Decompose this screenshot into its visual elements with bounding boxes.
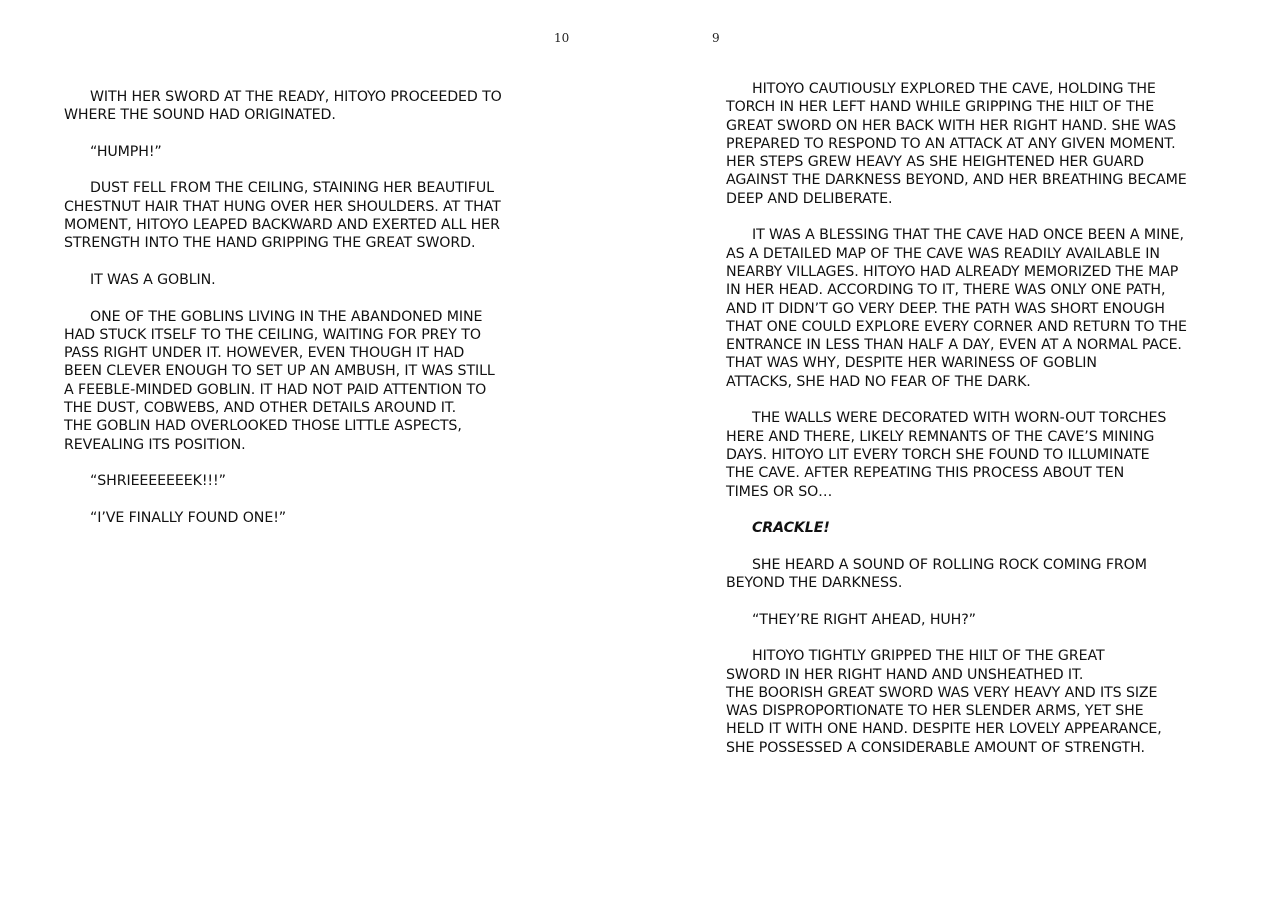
text-line: “I’VE FINALLY FOUND ONE!” — [90, 509, 287, 526]
paragraph — [64, 179, 552, 252]
paragraph — [726, 556, 1236, 593]
text-line: HAD STUCK ITSELF TO THE CEILING, WAITING FOR PREY TO — [64, 326, 481, 343]
text-line: TORCH IN HER LEFT HAND WHILE GRIPPING THE HILT OF THE — [726, 99, 1155, 116]
text-line: WAS DISPROPORTIONATE TO HER SLENDER ARMS, YET SHE — [726, 703, 1144, 720]
text-line: PASS RIGHT UNDER IT. HOWEVER, EVEN THOUGH IT HAD — [64, 345, 465, 362]
paragraph — [726, 409, 1236, 500]
text-line: “THEY’RE RIGHT AHEAD, HUH?” — [752, 611, 976, 628]
text-line: THAT WAS WHY, DESPITE HER WARINESS OF GOBLIN — [726, 355, 1097, 372]
text-line: STRENGTH INTO THE HAND GRIPPING THE GREAT SWORD. — [64, 235, 476, 252]
text-line: ONE OF THE GOBLINS LIVING IN THE ABANDONED MINE — [90, 308, 483, 325]
text-line: NEARBY VILLAGES. HITOYO HAD ALREADY MEMORIZED THE MAP — [726, 263, 1179, 280]
paragraph — [726, 226, 1236, 391]
text-line: THE CAVE. AFTER REPEATING THIS PROCESS ABOUT TEN — [726, 465, 1125, 482]
text-line: HELD IT WITH ONE HAND. DESPITE HER LOVELY APPEARANCE, — [726, 721, 1162, 738]
text-line: REVEALING ITS POSITION. — [64, 436, 246, 453]
paragraph — [726, 519, 1236, 537]
text-line: A FEEBLE-MINDED GOBLIN. IT HAD NOT PAID ATTENTION TO — [64, 381, 487, 398]
paragraph — [64, 472, 552, 490]
text-line: IT WAS A GOBLIN. — [90, 271, 216, 288]
text-line: AND IT DIDN’T GO VERY DEEP. THE PATH WAS SHORT ENOUGH — [726, 300, 1165, 317]
text-line: DUST FELL FROM THE CEILING, STAINING HER BEAUTIFUL — [90, 180, 494, 197]
text-line: MOMENT, HITOYO LEAPED BACKWARD AND EXERTED ALL HER — [64, 217, 500, 234]
paragraph — [726, 80, 1236, 208]
paragraph — [726, 611, 1236, 629]
text-line: WITH HER SWORD AT THE READY, HITOYO PROCEEDED TO — [90, 89, 502, 105]
paragraph — [64, 308, 552, 454]
text-line: AS A DETAILED MAP OF THE CAVE WAS READILY AVAILABLE IN — [726, 245, 1160, 262]
text-line: TIMES OR SO… — [726, 483, 833, 500]
text-line: THE GOBLIN HAD OVERLOOKED THOSE LITTLE ASPECTS, — [64, 418, 462, 435]
text-line: IT WAS A BLESSING THAT THE CAVE HAD ONCE BEEN A MINE, — [752, 227, 1184, 244]
paragraph — [64, 88, 552, 125]
text-line: SWORD IN HER RIGHT HAND AND UNSHEATHED IT. — [726, 666, 1084, 683]
text-line: GREAT SWORD ON HER BACK WITH HER RIGHT HAND. SHE WAS — [726, 117, 1177, 134]
text-line: DEEP AND DELIBERATE. — [726, 190, 893, 207]
text-line: THAT ONE COULD EXPLORE EVERY CORNER AND RETURN TO THE — [726, 318, 1187, 335]
text-line: WHERE THE SOUND HAD ORIGINATED. — [64, 107, 336, 124]
text-line: BEEN CLEVER ENOUGH TO SET UP AN AMBUSH, IT WAS STILL — [64, 363, 495, 380]
right-page-text — [726, 80, 1236, 775]
left-page-text — [64, 88, 552, 545]
text-line: CHESTNUT HAIR THAT HUNG OVER HER SHOULDERS. AT THAT — [64, 198, 501, 215]
paragraph — [64, 271, 552, 289]
text-line: BEYOND THE DARKNESS. — [726, 575, 903, 592]
paragraph — [726, 647, 1236, 757]
text-line: SHE POSSESSED A CONSIDERABLE AMOUNT OF STRENGTH. — [726, 739, 1145, 756]
text-line: HITOYO CAUTIOUSLY EXPLORED THE CAVE, HOLDING THE — [752, 81, 1156, 97]
text-line: IN HER HEAD. ACCORDING TO IT, THERE WAS ONLY ONE PATH, — [726, 282, 1166, 299]
text-line: THE WALLS WERE DECORATED WITH WORN-OUT TORCHES — [752, 410, 1167, 427]
page-number-left: 10 — [554, 31, 570, 45]
text-line: “SHRIEEEEEEEK!!!” — [90, 473, 226, 490]
text-line: THE DUST, COBWEBS, AND OTHER DETAILS AROUND IT. — [64, 400, 457, 417]
text-line: PREPARED TO RESPOND TO AN ATTACK AT ANY GIVEN MOMENT. — [726, 135, 1176, 152]
paragraph — [64, 143, 552, 161]
text-line: DAYS. HITOYO LIT EVERY TORCH SHE FOUND TO ILLUMINATE — [726, 446, 1150, 463]
text-line: HER STEPS GREW HEAVY AS SHE HEIGHTENED HER GUARD — [726, 154, 1144, 171]
paragraph — [64, 509, 552, 527]
text-line: ATTACKS, SHE HAD NO FEAR OF THE DARK. — [726, 373, 1031, 390]
text-line: SHE HEARD A SOUND OF ROLLING ROCK COMING FROM — [752, 556, 1147, 573]
text-line: HITOYO TIGHTLY GRIPPED THE HILT OF THE GREAT — [752, 648, 1105, 665]
text-line: THE BOORISH GREAT SWORD WAS VERY HEAVY AND ITS SIZE — [726, 684, 1158, 701]
text-line: AGAINST THE DARKNESS BEYOND, AND HER BREATHING BECAME — [726, 172, 1187, 189]
page-number-right: 9 — [712, 31, 720, 45]
text-line: HERE AND THERE, LIKELY REMNANTS OF THE CAVE’S MINING — [726, 428, 1155, 445]
text-line: CRACKLE! — [752, 520, 830, 537]
text-line: ENTRANCE IN LESS THAN HALF A DAY, EVEN AT A NORMAL PACE. — [726, 337, 1182, 354]
text-line: “HUMPH!” — [90, 143, 162, 160]
